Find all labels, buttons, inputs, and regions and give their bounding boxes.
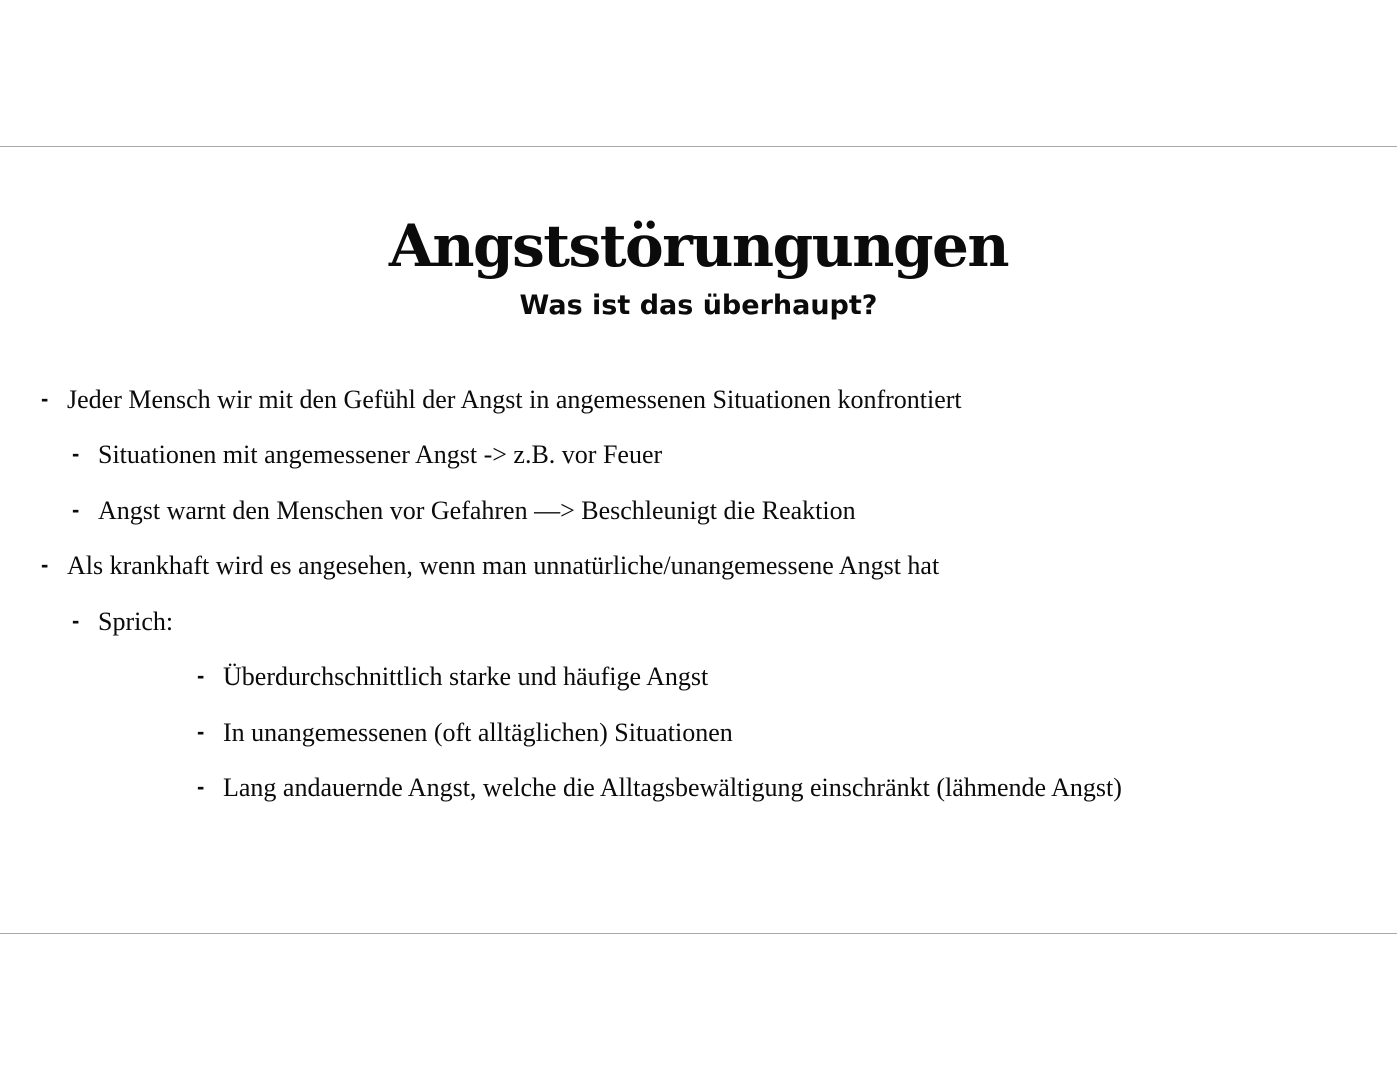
bullet-dash: -	[72, 441, 80, 466]
top-divider	[0, 146, 1397, 147]
slide-subtitle: Was ist das überhaupt?	[519, 290, 878, 321]
bullet-item	[41, 548, 939, 583]
bullet-dash: -	[41, 386, 49, 411]
bullet-item	[72, 604, 173, 639]
bullet-item	[197, 659, 708, 694]
bullet-text: Lang andauernde Angst, welche die Alltagsbewältigung einschränkt (lähmende Angst)	[223, 773, 1122, 802]
bullet-dash: -	[72, 497, 80, 522]
bullet-dash: -	[72, 608, 80, 633]
bullet-text: In unangemessenen (oft alltäglichen) Situationen	[223, 718, 733, 747]
bullet-text: Als krankhaft wird es angesehen, wenn man unnatürliche/unangemessene Angst hat	[67, 551, 940, 580]
slide-title: Angststörungungen	[388, 212, 1009, 280]
bullet-text: Jeder Mensch wir mit den Gefühl der Angst in angemessenen Situationen konfrontiert	[67, 385, 962, 414]
bullet-dash: -	[41, 552, 49, 577]
bullet-text: Situationen mit angemessener Angst -> z.B. vor Feuer	[98, 440, 663, 469]
bullet-text: Sprich:	[98, 607, 174, 636]
bullet-item	[197, 770, 1122, 805]
bullet-dash: -	[197, 663, 205, 688]
bullet-item	[72, 437, 662, 472]
bullet-dash: -	[197, 719, 205, 744]
bullet-item	[41, 382, 962, 417]
bullet-dash: -	[197, 774, 205, 799]
bullet-text: Überdurchschnittlich starke und häufige Angst	[223, 662, 709, 691]
bottom-divider	[0, 933, 1397, 934]
bullet-item	[72, 493, 856, 528]
bullet-item	[197, 715, 733, 750]
bullet-text: Angst warnt den Menschen vor Gefahren —> Beschleunigt die Reaktion	[98, 496, 856, 525]
